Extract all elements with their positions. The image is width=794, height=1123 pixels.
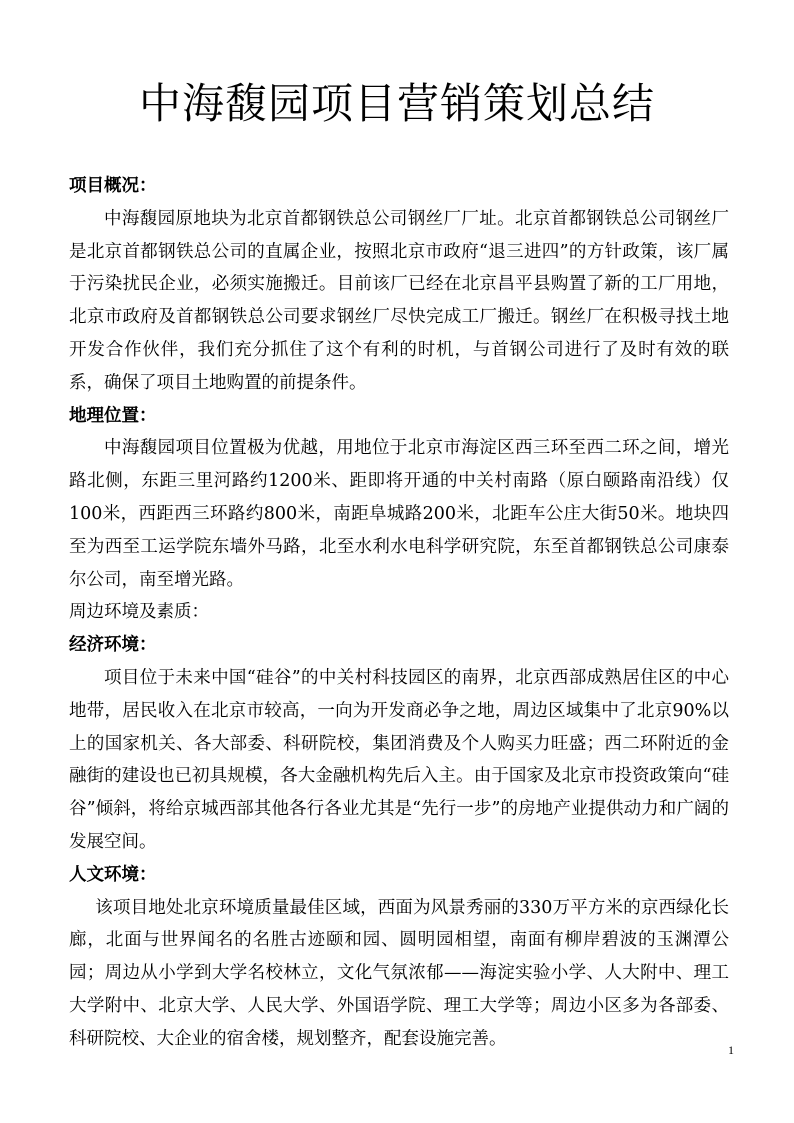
document-title: 中海馥园项目营销策划总结 <box>138 79 655 128</box>
section-heading-overview: 项目概况： <box>69 176 157 196</box>
section-heading-cultural: 人文环境： <box>69 864 157 885</box>
section-heading-economic: 经济环境： <box>69 635 157 656</box>
section-paragraph-location: 中海馥园项目位置极为优越，用地位于北京市海淀区西三环至西二环之间，增光路北侧，东距三里河路约1200米、距即将开通的中关村南路（原白颐路南沿线）仅100米，西距西三环路约800米，南距阜城路200米，北距车公庄大街50米。地块四至为西至工运学院东墙外马路，北至水利水电科学研究院，东至首都钢铁总公司康泰尔公司，南至增光路。 <box>69 438 729 590</box>
page-number: 1 <box>728 1043 734 1057</box>
section-paragraph-cultural: 该项目地处北京环境质量最佳区域，西面为风景秀丽的330万平方米的京西绿化长廊，北面与世界闻名的名胜古迹颐和园、圆明园相望，南面有柳岸碧波的玉渊潭公园；周边从小学到大学名校林立，文化气氛浓郁——海淀实验小学、人大附中、理工大学附中、北京大学、人民大学、外国语学院、理工大学等；周边小区多为各部委、科研院校、大企业的宿舍楼，规划整齐，配套设施完善。 <box>69 897 729 1049</box>
section-paragraph-economic: 项目位于未来中国“硅谷”的中关村科技园区的南界，北京西部成熟居住区的中心地带，居民收入在北京市较高，一向为开发商必争之地，周边区域集中了北京90%以上的国家机关、各大部委、科研院校，集团消费及个人购买力旺盛；西二环附近的金融街的建设也已初具规模，各大金融机构先后入主。由于国家及北京市投资政策向“硅谷”倾斜，将给京城西部其他各行各业尤其是“先行一步”的房地产业提供动力和广阔的发展空间。 <box>69 667 729 852</box>
section-heading-location: 地理位置： <box>69 405 157 426</box>
section-heading-surroundings: 周边环境及素质： <box>69 602 209 623</box>
document-body <box>69 170 729 1056</box>
section-paragraph-overview: 中海馥园原地块为北京首都钢铁总公司钢丝厂厂址。北京首都钢铁总公司钢丝厂是北京首都钢铁总公司的直属企业，按照北京市政府“退三进四”的方针政策，该厂属于污染扰民企业，必须实施搬迁。目前该厂已经在北京昌平县购置了新的工厂用地，北京市政府及首都钢铁总公司要求钢丝厂尽快完成工厂搬迁。钢丝厂在积极寻找土地开发合作伙伴，我们充分抓住了这个有利的时机，与首钢公司进行了及时有效的联系，确保了项目土地购置的前提条件。 <box>69 208 729 393</box>
